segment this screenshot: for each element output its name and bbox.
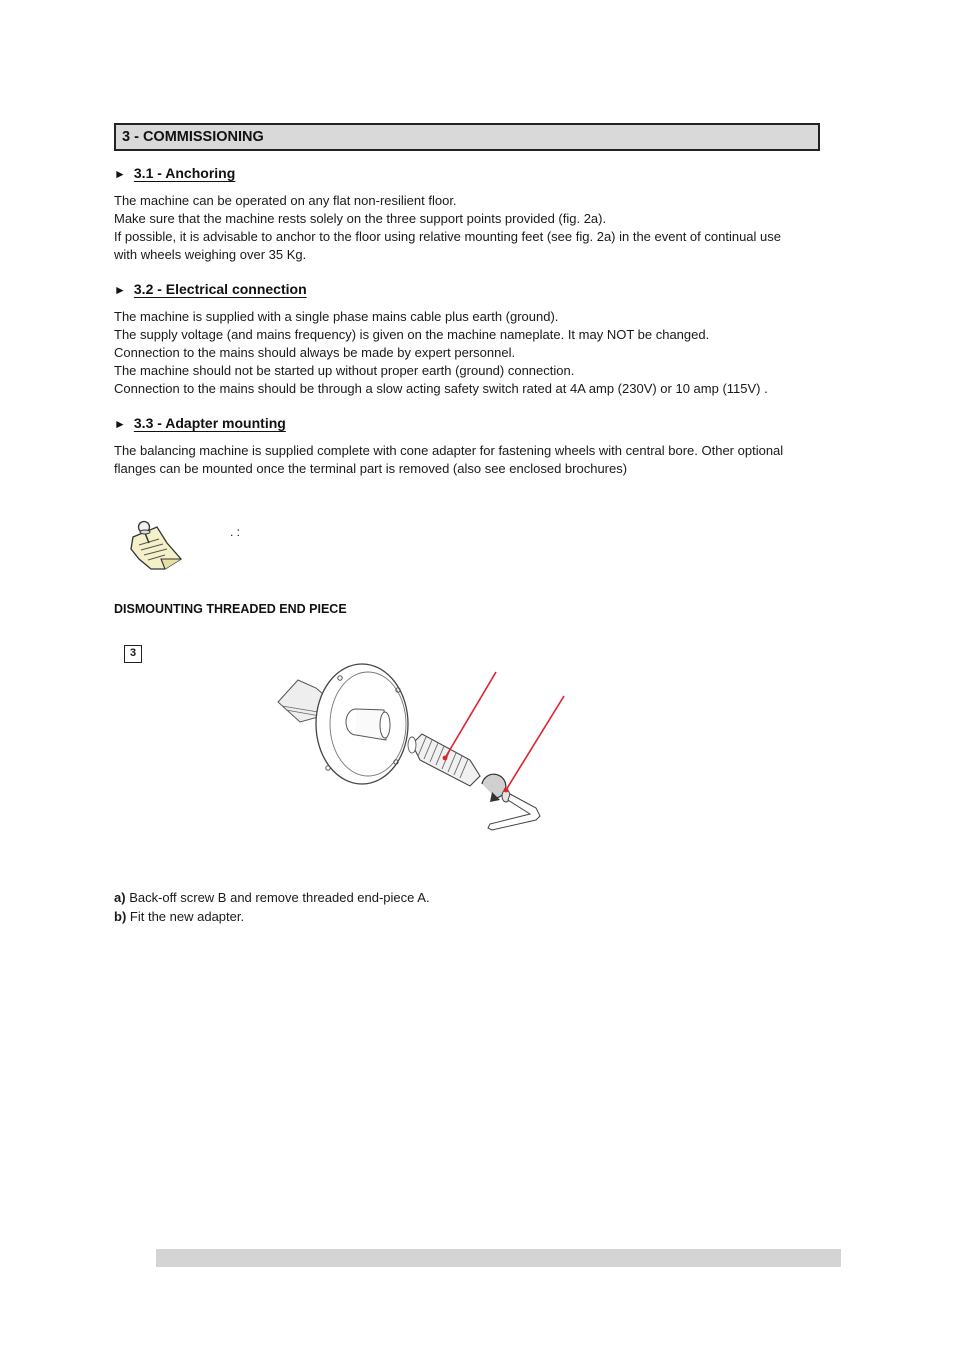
- step-marker: a): [114, 890, 126, 905]
- bullet-arrow-icon: ►: [114, 167, 126, 181]
- section-body-adapter: [114, 442, 826, 478]
- chapter-heading: [114, 123, 820, 151]
- section-heading-adapter: [114, 415, 286, 431]
- adapter-dismount-illustration: [270, 660, 570, 840]
- bullet-arrow-icon: ►: [114, 283, 126, 297]
- figure-heading: DISMOUNTING THREADED END PIECE: [114, 602, 347, 616]
- bullet-arrow-icon: ►: [114, 417, 126, 431]
- section-heading-electrical: [114, 281, 307, 297]
- body-line: The machine is supplied with a single phase mains cable plus earth (ground).: [114, 309, 559, 324]
- chapter-title: 3 - COMMISSIONING: [122, 129, 264, 145]
- body-line: The balancing machine is supplied complete with cone adapter for fastening wheels with central bore. Other optional: [114, 443, 784, 458]
- section-heading-anchoring: [114, 165, 235, 181]
- body-line: If possible, it is advisable to anchor to the floor using relative mounting feet (see fig. 2a) in the event of continual use: [114, 229, 781, 244]
- body-line: The machine should not be started up without proper earth (ground) connection.: [114, 363, 575, 378]
- section-body-anchoring: [114, 192, 826, 264]
- body-line: Connection to the mains should always be made by expert personnel.: [114, 345, 516, 360]
- note-pin-icon: [125, 515, 185, 573]
- body-line: flanges can be mounted once the terminal part is removed (also see enclosed brochures): [114, 461, 628, 476]
- instruction-steps: [114, 888, 430, 926]
- step-a: [114, 888, 430, 907]
- step-text: Fit the new adapter.: [129, 909, 245, 924]
- body-line: Make sure that the machine rests solely on the three support points provided (fig. 2a).: [114, 211, 607, 226]
- section-title: 3.1 - Anchoring: [133, 165, 236, 181]
- body-line: with wheels weighing over 35 Kg.: [114, 247, 307, 262]
- step-b: [114, 907, 430, 926]
- body-line: The supply voltage (and mains frequency) is given on the machine nameplate. It may NOT be changed.: [114, 327, 710, 342]
- body-line: Connection to the mains should be through a slow acting safety switch rated at 4A amp (230V) or 10 amp (115V) .: [114, 381, 768, 396]
- figure-number-label: 3: [124, 645, 142, 663]
- callout-line-a: [445, 672, 496, 758]
- section-title: 3.3 - Adapter mounting: [133, 415, 286, 431]
- body-line: The machine can be operated on any flat non-resilient floor.: [114, 193, 457, 208]
- section-title: 3.2 - Electrical connection: [133, 281, 307, 297]
- footer-bar: [156, 1249, 841, 1267]
- step-text: Back-off screw B and remove threaded end-piece A.: [129, 890, 430, 905]
- callout-line-b: [506, 696, 564, 790]
- section-body-electrical: [114, 308, 826, 398]
- note-text: . :: [230, 525, 241, 539]
- step-marker: b): [114, 909, 127, 924]
